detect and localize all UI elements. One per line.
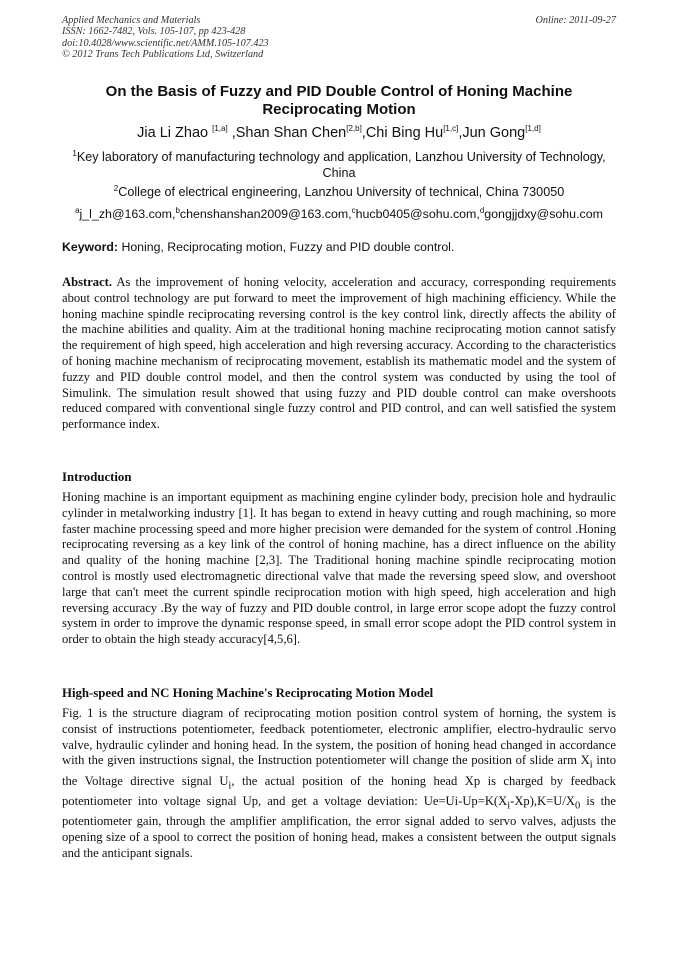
online-date: Online: 2011-09-27 <box>535 15 616 26</box>
affiliation-text: Key laboratory of manufacturing technology and application, Lanzhou University of Technology, China <box>76 150 606 180</box>
author-name: ,Chi Bing Hu <box>361 125 444 141</box>
model-text: into the Voltage directive signal U <box>62 753 616 788</box>
subscript: i <box>507 800 511 812</box>
email-address[interactable]: j_l_zh@163.com, <box>79 207 176 221</box>
model-paragraph <box>62 706 616 862</box>
model-text: is the potentiometer gain, through the amplifier amplification, the error signal added to servo valves, adjusts the opening size of a spool to correct the position of honing head, makes a consistent between the output signals and the anticipant signals. <box>62 794 616 860</box>
journal-header <box>62 15 616 61</box>
journal-name: Applied Mechanics and Materials <box>62 15 201 26</box>
keywords <box>62 240 616 255</box>
author-affiliation-mark: [2,b] <box>346 124 362 134</box>
email-list <box>62 206 616 222</box>
author-name: Jia Li Zhao <box>137 125 213 141</box>
affiliation-mark: 2 <box>113 183 119 193</box>
model-text: Fig. 1 is the structure diagram of reciprocating motion position control system of horning, the system is consist of instructions potentiometer, feedback potentiometer, electronic amplifier, electro-hydraulic servo valve, hydraulic cylinder and honing head. In the system, the position of honing head changed in accordance with the given instructions signal, the Instruction potentiometer will change the position of slide arm X <box>62 706 616 768</box>
email-address[interactable]: hucb0405@sohu.com, <box>355 207 480 221</box>
subscript: i <box>589 759 593 771</box>
subscript: i <box>228 780 232 792</box>
abstract-label: Abstract. <box>62 275 113 289</box>
email-address[interactable]: chenshanshan2009@163.com, <box>179 207 352 221</box>
model-text: , the actual position of the honing head Xp is charged by feedback potentiometer into voltage signal Up, and get a voltage deviation: Ue=Ui-Up=K(X <box>62 773 616 809</box>
introduction-paragraph: Honing machine is an important equipment as machining engine cylinder body, precision hole and hydraulic cylinder in metalworking industry [1]. It has began to extend in heavy cutting and rough machining, so more faster machine processing speed and more higher precision were demanded for the system of control .Honing reciprocating reversing as a key link of the control of honing machine, has a direct influence on the ability and quality of the honing machine [2,3]. The Traditional honing machine spindle reciprocating motion control is mostly used electromagnetic directional valve that made the reversing speed slow, and overshoot large that can't meet the current spindle reciprocation motion with high speed, high acceleration and high reversing accuracy .By the way of fuzzy and PID double control, in large error scope adopt the fuzzy control system in order to improve the dynamic response speed, in small error scope adopt the PID control system in order to obtain the high steady accuracy[4,5,6]. <box>62 490 616 647</box>
abstract <box>62 275 616 433</box>
author-list <box>62 124 616 142</box>
keyword-label: Keyword: <box>62 240 119 254</box>
journal-info <box>62 15 616 61</box>
email-mark: d <box>479 205 485 215</box>
affiliation <box>62 184 616 200</box>
journal-issn: ISSN: 1662-7482, Vols. 105-107, pp 423-428 <box>62 26 246 38</box>
author-affiliation-mark: [1,c] <box>443 124 459 134</box>
affiliation <box>62 149 616 181</box>
email-mark: a <box>75 205 80 215</box>
section-heading-introduction: Introduction <box>62 470 132 484</box>
email-mark: b <box>175 205 180 215</box>
journal-doi: doi:10.4028/www.scientific.net/AMM.105-107.423 <box>62 37 269 49</box>
affiliation-text: College of electrical engineering, Lanzhou University of technical, China 730050 <box>118 185 565 199</box>
journal-copyright: © 2012 Trans Tech Publications Ltd, Switzerland <box>62 49 264 61</box>
model-text: -Xp),K=U/X <box>510 794 575 809</box>
section-heading-model: High-speed and NC Honing Machine's Reciprocating Motion Model <box>62 686 434 700</box>
author-name: ,Shan Shan Chen <box>227 125 347 141</box>
paper-title: On the Basis of Fuzzy and PID Double Control of Honing Machine Reciprocating Motion <box>105 83 573 118</box>
abstract-text: As the improvement of honing velocity, acceleration and accuracy, corresponding requirements about control technology are put forward to meet the improvement of high machining efficiency. While the honing machine spindle reciprocating reversing control is the key control link, directly affects the ability of the machine abilities and quality. Aim at the traditional honing machine reciprocating motion cannot satisfy the requirement of high speed, high acceleration and high reversing accuracy. According to the characteristics of honing machine mechanism of reciprocating movement, establish its mathematic model and the system of fuzzy and PID double control model, and then the control system was conducted by using the tool of Simulink. The simulation result showed that using fuzzy and PID double control can make overshoots reduced compared with conventional single fuzzy control and PID control, and can well satisfied the system performance index. <box>62 275 616 432</box>
author-affiliation-mark: [1,d] <box>525 124 541 134</box>
subscript: 0 <box>574 800 581 812</box>
keyword-text: Honing, Reciprocating motion, Fuzzy and PID double control. <box>118 240 455 254</box>
email-address[interactable]: gongjjdxy@sohu.com <box>484 207 603 221</box>
author-name: ,Jun Gong <box>458 125 526 141</box>
email-mark: c <box>351 205 356 215</box>
author-affiliation-mark: [1,a] <box>212 124 228 134</box>
affiliation-mark: 1 <box>72 148 77 158</box>
